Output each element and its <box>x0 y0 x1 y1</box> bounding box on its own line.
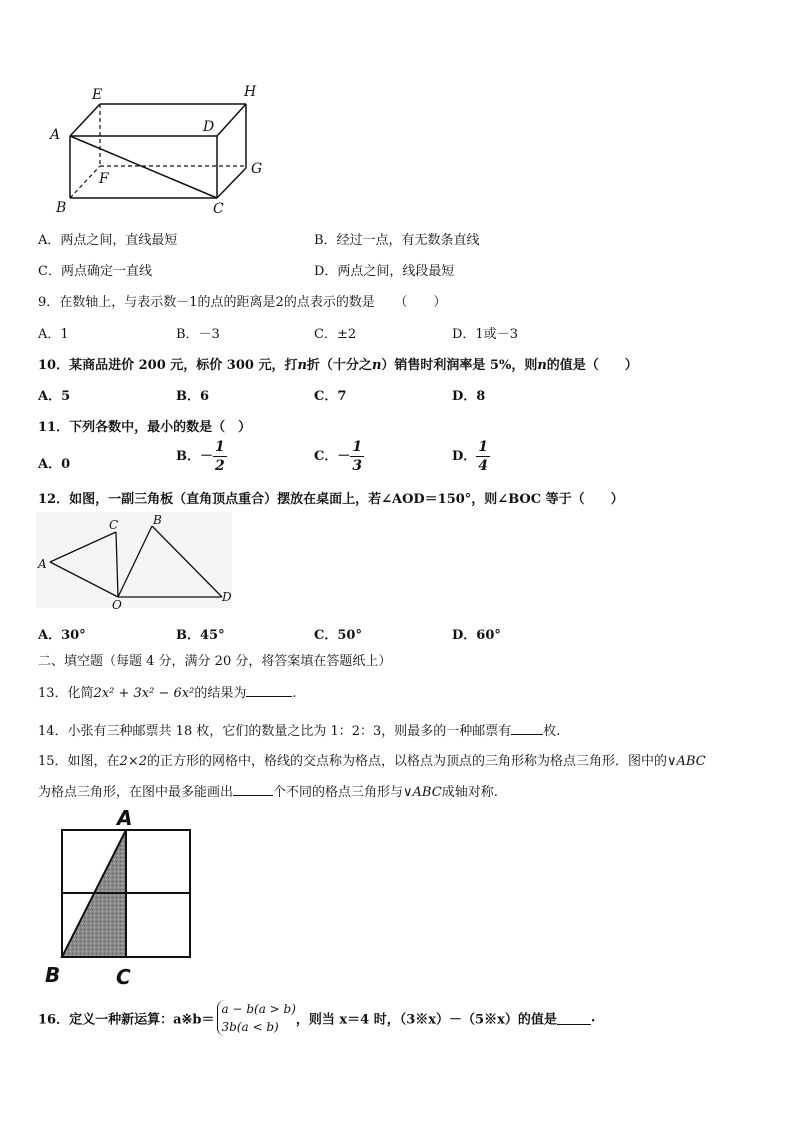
q15-line2-prefix: 为格点三角形，在图中最多能画出 <box>38 785 234 800</box>
section-heading: 二、填空题（每题 4 分，满分 20 分，将答案填在答题纸上） <box>38 654 392 669</box>
q13-end: . <box>292 686 297 701</box>
q15-line2-suffix: 成轴对称. <box>441 785 498 800</box>
q12-option-c: C．50° <box>314 628 362 643</box>
q10-option-c: C．7 <box>314 389 347 404</box>
q15-triangle2: ∨ABC <box>403 785 442 800</box>
q13-prefix: 13．化简 <box>38 686 94 701</box>
q10-n2: n <box>371 358 382 373</box>
q10-option-a: A．5 <box>38 389 71 404</box>
triangle-set-figure <box>36 512 236 610</box>
q12-stem: 12．如图，一副三角板（直角顶点重合）摆放在桌面上，若∠AOD＝150°，则∠BOC 等于（ ） <box>38 492 624 507</box>
label-B: B <box>153 513 162 527</box>
q8-option-b: B．经过一点，有无数条直线 <box>314 233 480 248</box>
q10-stem-part3: ）销售时利润率是 5%，则 <box>381 358 538 373</box>
q8-option-d: D．两点之间，线段最短 <box>314 264 455 279</box>
q14-prefix: 14．小张有三种邮票共 18 枚，它们的数量之比为 1：2：3，则最多的一种邮票有 <box>38 724 512 739</box>
q11-stem: 11．下列各数中，最小的数是（ ） <box>38 420 252 435</box>
q12-option-b: B．45° <box>176 628 225 643</box>
q12-option-a: A．30° <box>38 628 86 643</box>
q15-line1 <box>38 750 706 769</box>
q14-line <box>38 720 560 739</box>
q10-option-b: B．6 <box>176 389 210 404</box>
q14-suffix: 枚. <box>543 724 561 739</box>
label-E: E <box>92 87 103 103</box>
q10-stem-part2: 折（十分之 <box>306 358 372 373</box>
label-A: A <box>38 557 47 571</box>
label-C: C <box>116 965 131 989</box>
q15-grid: 2×2 <box>119 754 147 769</box>
q11-d-prefix: D． <box>452 449 477 464</box>
q16-line <box>38 1000 595 1036</box>
q11-b-fraction: $\frac{1}{2}$ <box>215 439 225 474</box>
q15-line2 <box>38 781 498 800</box>
label-D: D <box>222 590 232 604</box>
label-C: C <box>213 201 224 217</box>
label-D: D <box>203 119 215 135</box>
q10-stem-part1: 10．某商品进价 200 元，标价 300 元，打 <box>38 358 298 373</box>
q15-line1-prefix: 15．如图，在 <box>38 754 120 769</box>
q11-b-prefix: B．－ <box>176 449 213 464</box>
label-B: B <box>45 963 61 987</box>
q9-option-d: D．1或－3 <box>452 327 518 342</box>
label-C: C <box>109 518 119 532</box>
q16-piecewise <box>217 1000 296 1036</box>
q8-option-c: C．两点确定一直线 <box>38 264 152 279</box>
q11-d-fraction: $\frac{1}{4}$ <box>478 439 489 474</box>
q15-line1-mid: 的正方形的网格中，格线的交点称为格点，以格点为顶点的三角形称为格点三角形．图中的 <box>146 754 667 769</box>
box-figure <box>40 78 280 223</box>
q15-triangle: ∨ABC <box>667 754 706 769</box>
q11-c-prefix: C．－ <box>314 449 351 464</box>
q16-answer-blank[interactable] <box>557 1012 591 1025</box>
q9-option-c: C．±2 <box>314 327 357 342</box>
label-A: A <box>117 806 133 830</box>
q12-option-d: D．60° <box>452 628 501 643</box>
q16-prefix: 16．定义一种新运算：a※b＝ <box>38 1012 215 1028</box>
q16-case2: 3b(a < b) <box>221 1020 279 1034</box>
q16-suffix: ，则当 x＝4 时，（3※x）－（5※x）的值是 <box>295 1012 557 1028</box>
q11-option-c <box>314 440 364 473</box>
q15-answer-blank[interactable] <box>233 783 273 796</box>
q11-c-fraction: $\frac{1}{3}$ <box>352 439 363 474</box>
q13-suffix: 的结果为 <box>194 686 247 701</box>
label-F: F <box>99 171 109 187</box>
q11-option-d <box>452 440 490 473</box>
q9-option-a: A．1 <box>38 327 69 342</box>
label-A: A <box>50 127 61 143</box>
q9-option-b: B．－3 <box>176 327 220 342</box>
q11-option-a: A．0 <box>38 457 71 472</box>
label-B: B <box>56 200 67 216</box>
q11-option-b <box>176 440 227 473</box>
q10-n1: n <box>297 358 307 373</box>
q15-line2-mid: 个不同的格点三角形与 <box>273 785 404 800</box>
q16-case1: a − b(a > b) <box>221 1002 296 1016</box>
q10-stem-part4: 的值是（ ） <box>546 358 638 373</box>
label-G: G <box>251 161 263 177</box>
q8-option-a: A．两点之间，直线最短 <box>38 233 178 248</box>
q10-n3: n <box>537 358 547 373</box>
q9-stem: 9．在数轴上，与表示数－1的点的距离是2的点表示的数是 （ ） <box>38 295 447 310</box>
q10-option-d: D．8 <box>452 389 486 404</box>
label-O: O <box>112 598 122 610</box>
q13-answer-blank[interactable] <box>246 684 292 697</box>
q13-line <box>38 682 296 701</box>
grid-figure <box>40 805 200 990</box>
q10-stem <box>38 354 638 373</box>
q13-expression: 2x² + 3x² − 6x² <box>93 686 195 701</box>
label-H: H <box>244 84 257 100</box>
q14-answer-blank[interactable] <box>511 722 543 735</box>
q16-end: . <box>590 1010 596 1026</box>
